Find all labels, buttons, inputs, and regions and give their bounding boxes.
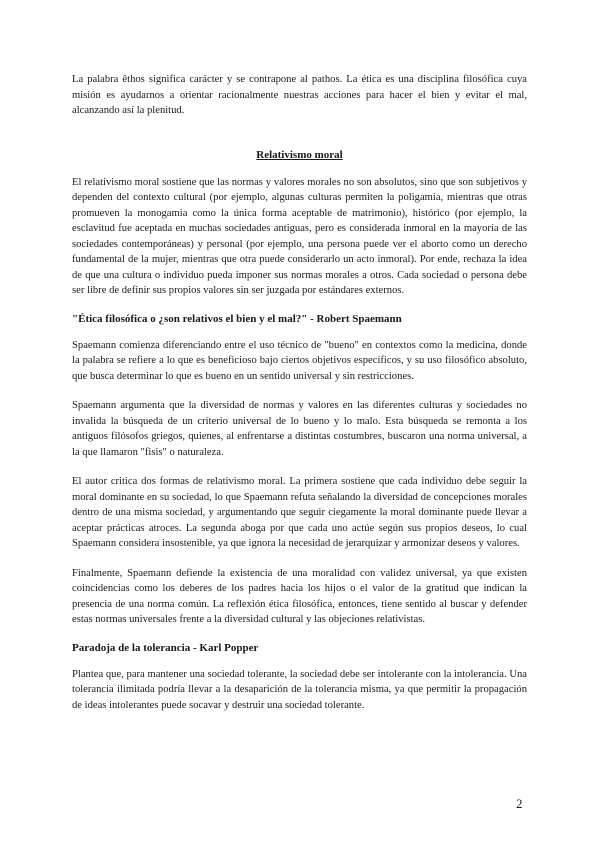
spaemann-paragraph-1: Spaemann comienza diferenciando entre el uso técnico de "bueno" en contextos como la medicina, donde la palabra se refiere a lo que es beneficioso bajo ciertos objetivos específicos, y su uso filosófico absoluto, que busca determinar lo que es bueno en un sentido universal y sin restricciones.	[72, 339, 527, 382]
document-page	[72, 72, 527, 713]
section-title: Relativismo moral	[256, 148, 343, 161]
spaemann-paragraph-3: El autor critica dos formas de relativismo moral. La primera sostiene que cada individuo debe seguir la moral dominante en su sociedad, lo que Spaemann refuta señalando la diversidad de concepciones morales dentro de una misma sociedad, y argumentando que seguir ciegamente la moral dominante puede llevar a aceptar prácticas atroces. La segunda aboga por que cada uno actúe según sus propios deseos, lo cual Spaemann considera insostenible, ya que ignora la necesidad de jerarquizar y armonizar deseos y valores.	[72, 476, 527, 549]
heading-popper: Paradoja de la tolerancia - Karl Popper	[72, 641, 259, 654]
spaemann-paragraph-2: Spaemann argumenta que la diversidad de normas y valores en las diferentes culturas y sociedades no invalida la búsqueda de un criterio universal de lo bueno y lo malo. Esta búsqueda se remonta a los antiguos filósofos griegos, quienes, al enfrentarse a distintas costumbres, buscaron una norma universal, a la que llamaron "fisis" o naturaleza.	[72, 400, 527, 458]
page-number: 2	[516, 796, 523, 811]
popper-paragraph: Plantea que, para mantener una sociedad tolerante, la sociedad debe ser intolerante con la intolerancia. Una tolerancia ilimitada podría llevar a la desaparición de la tolerancia misma, ya que permitir la propagación de ideas intolerantes puede socavar y destruir una sociedad tolerante.	[72, 668, 527, 711]
heading-spaemann: "Ética filosófica o ¿son relativos el bien y el mal?" - Robert Spaemann	[72, 312, 402, 325]
intro-paragraph: La palabra êthos significa carácter y se contrapone al pathos. La ética es una disciplina filosófica cuya misión es ayudarnos a orientar racionalmente nuestras acciones para hacer el bien y evitar el mal, alcanzando así la plenitud.	[72, 74, 527, 116]
spaemann-paragraph-4: Finalmente, Spaemann defiende la existencia de una moralidad con validez universal, ya que existen coincidencias como los deberes de los padres hacia los hijos o el valor de la gratitud que indican la presencia de una norma común. La reflexión ética filosófica, entonces, tiene sentido al buscar y defender estas normas universales frente a la diversidad cultural y las objeciones relativistas.	[72, 567, 527, 625]
relativism-paragraph: El relativismo moral sostiene que las normas y valores morales no son absolutos, sino que son subjetivos y dependen del contexto cultural (por ejemplo, algunas culturas permiten la poligamia, mientras que otras promueven la monogamia como la única forma aceptable de matrimonio), histórico (por ejemplo, la esclavitud fue aceptada en muchas sociedades antiguas, pero es considerada inmoral en la mayoría de las sociedades contemporáneas) y personal (por ejemplo, una persona puede ver el aborto como un derecho fundamental de la mujer, mientras que otra puede considerarlo un acto inmoral). Por ende, rechaza la idea de que una cultura o individuo pueda imponer sus normas morales a otros. Cada sociedad o persona debe ser libre de definir sus propios valores sin ser juzgada por estándares externos.	[72, 176, 527, 296]
